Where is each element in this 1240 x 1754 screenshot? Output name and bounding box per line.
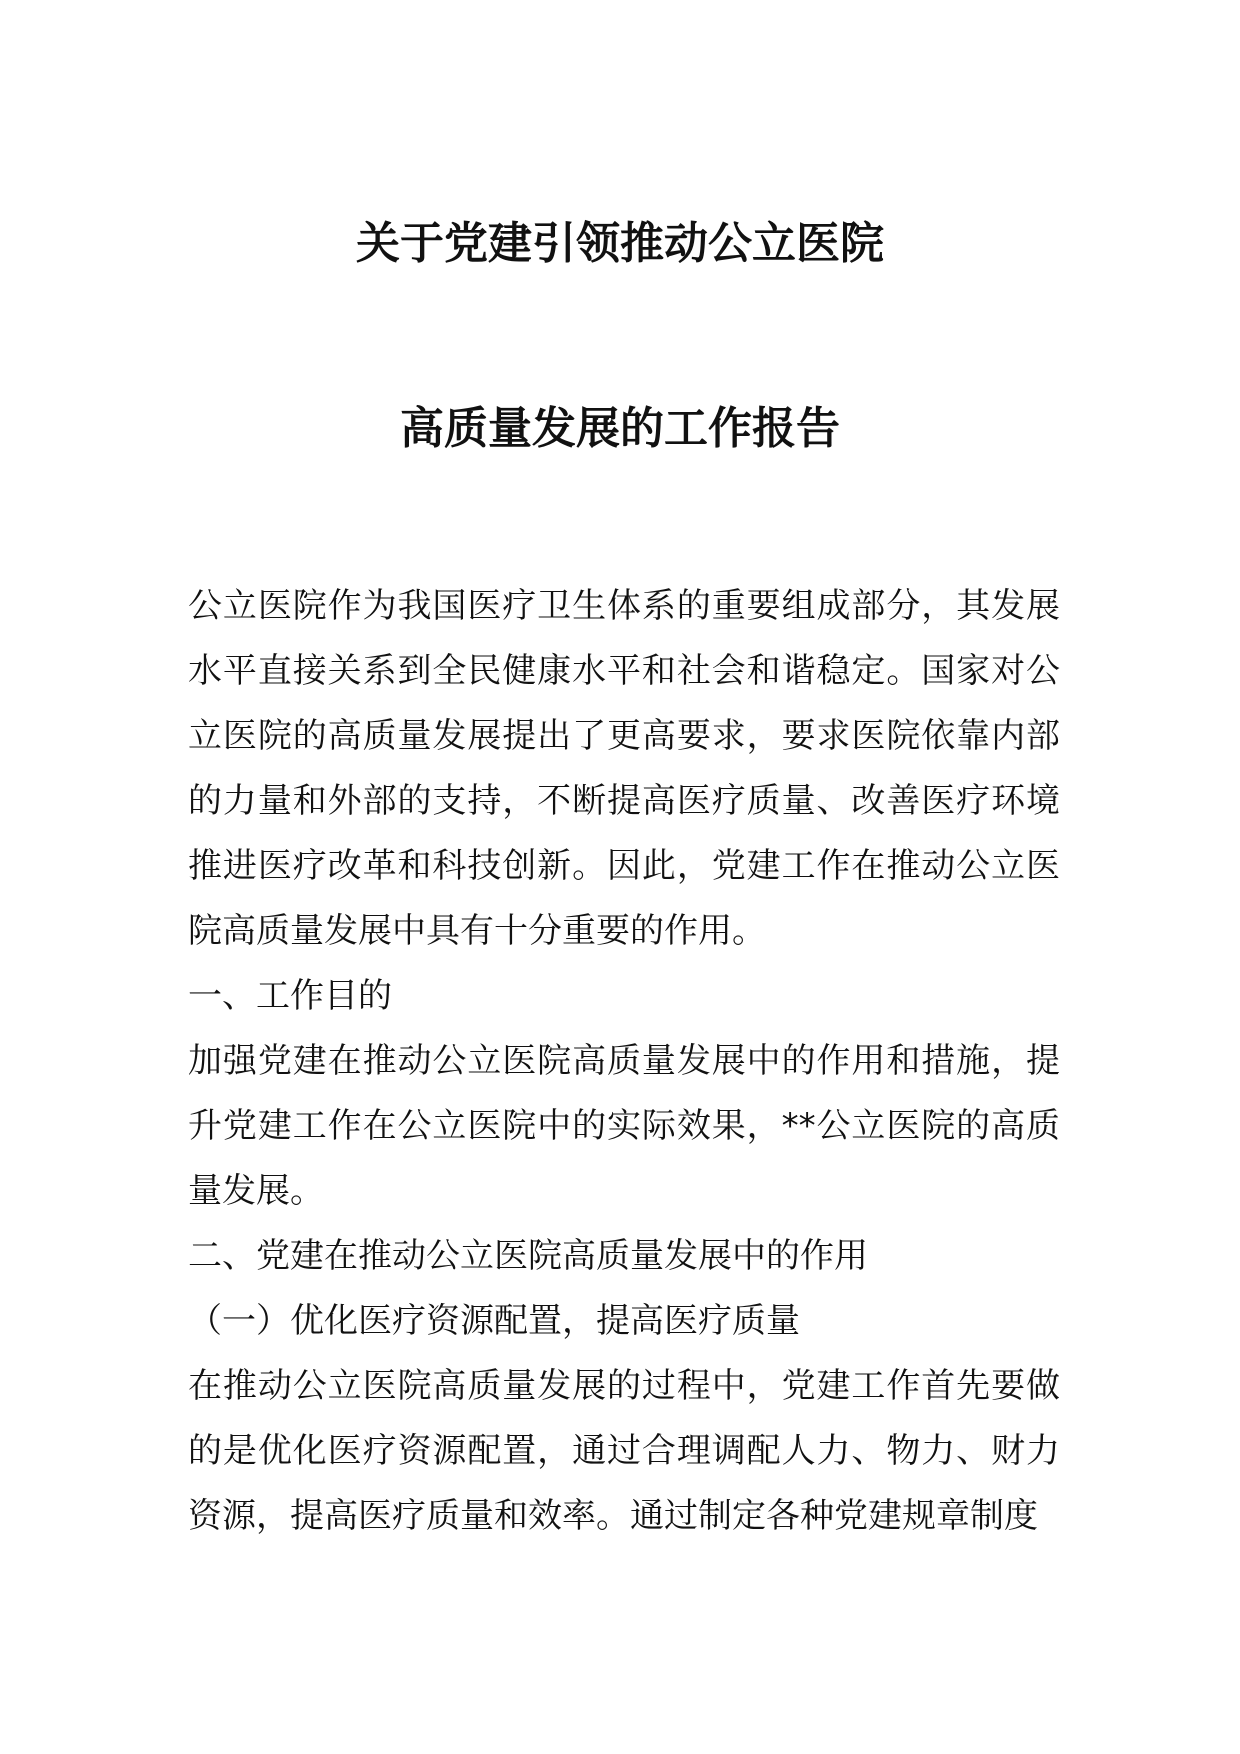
document-title-line-2: 高质量发展的工作报告 bbox=[400, 403, 840, 454]
intro-paragraph: 公立医院作为我国医疗卫生体系的重要组成部分，其发展水平直接关系到全民健康水平和社会和谐稳定。国家对公立医院的高质量发展提出了更高要求，要求医院依靠内部的力量和外部的支持，不断提高医疗质量、改善医疗环境推进医疗改革和科技创新。因此，党建工作在推动公立医院高质量发展中具有十分重要的作用。 bbox=[188, 586, 1060, 951]
purpose-paragraph: 加强党建在推动公立医院高质量发展中的作用和措施，提升党建工作在公立医院中的实际效果，**公立医院的高质量发展。 bbox=[188, 1041, 1060, 1211]
section-heading-2: 二、党建在推动公立医院高质量发展中的作用 bbox=[188, 1236, 868, 1276]
document-title-line-1: 关于党建引领推动公立医院 bbox=[356, 218, 884, 269]
subsection-heading-1: （一）优化医疗资源配置，提高医疗质量 bbox=[188, 1301, 800, 1341]
resource-paragraph: 在推动公立医院高质量发展的过程中，党建工作首先要做的是优化医疗资源配置，通过合理调配人力、物力、财力资源，提高医疗质量和效率。通过制定各种党建规章制度 bbox=[188, 1366, 1060, 1536]
section-heading-1: 一、工作目的 bbox=[188, 976, 392, 1016]
document-body bbox=[188, 574, 1060, 1549]
